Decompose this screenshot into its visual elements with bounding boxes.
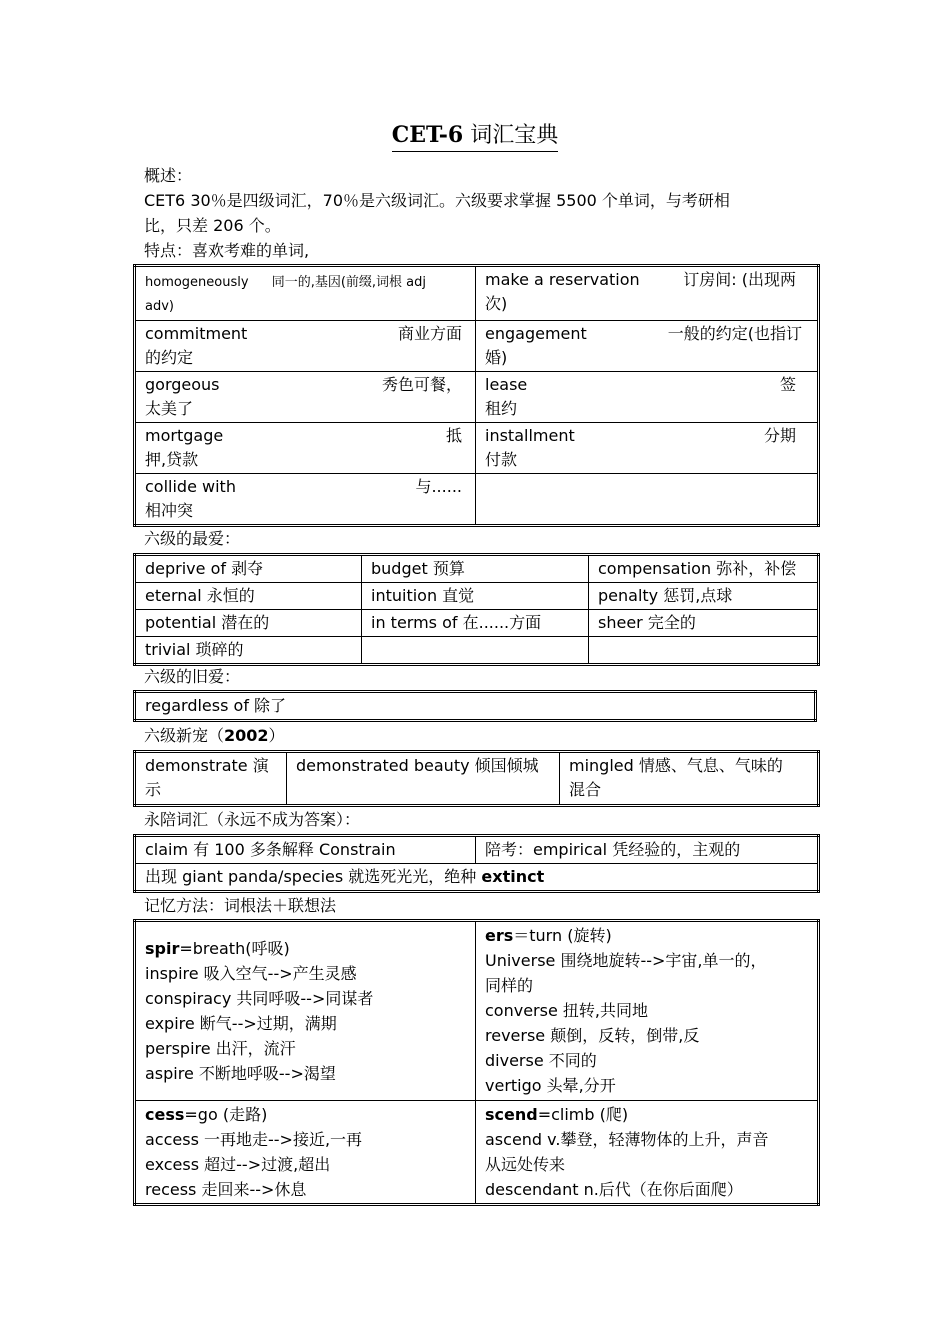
list-item: diverse 不同的 xyxy=(485,1051,597,1070)
table-cell: deprive of 剥夺 xyxy=(135,555,362,583)
table-cell: penalty 惩罚,点球 xyxy=(589,583,819,610)
definition-continued: 租约 xyxy=(485,399,518,418)
list-item: excess 超过-->过渡,超出 xyxy=(145,1155,331,1174)
new-love-label-text: 六级新宠（ xyxy=(144,726,225,745)
definition-continued: 的约定 xyxy=(145,348,194,367)
memory-label: 记忆方法：词根法＋联想法 xyxy=(144,896,337,915)
root-meaning: =climb (爬) xyxy=(537,1105,629,1124)
table-cell xyxy=(135,266,476,321)
root-line xyxy=(485,923,808,948)
table-row xyxy=(135,372,819,423)
list-item: access 一再地走-->接近,一再 xyxy=(145,1130,363,1149)
word: mortgage xyxy=(145,426,224,445)
new-love-table xyxy=(133,750,820,807)
table-cell xyxy=(287,752,560,806)
table-cell xyxy=(135,321,476,372)
table-row xyxy=(135,921,819,1101)
root-word: scend xyxy=(485,1105,538,1124)
definition-continued: 混合 xyxy=(569,780,602,799)
table-cell xyxy=(476,372,819,423)
overview-line-2: 比，只差 206 个。 xyxy=(144,216,281,235)
new-love-label xyxy=(144,724,285,748)
definition: 商业方面 xyxy=(397,324,462,343)
new-love-year: 2002 xyxy=(224,726,269,745)
word: gorgeous xyxy=(145,375,220,394)
table-row xyxy=(135,864,819,892)
table-row xyxy=(135,610,819,637)
word-definition: mingled 情感、气息、气味的 xyxy=(569,756,783,775)
list-item: recess 走回来-->休息 xyxy=(145,1180,307,1199)
table-cell: in terms of 在......方面 xyxy=(362,610,589,637)
definition-continued: 相冲突 xyxy=(145,501,194,520)
definition-continued: 付款 xyxy=(485,450,518,469)
word: homogeneously xyxy=(145,275,249,290)
definition: 同一的,基因(前缀,词根 adj xyxy=(271,275,426,290)
table-row xyxy=(135,692,816,721)
definition: 与...... xyxy=(415,477,462,496)
page-title xyxy=(0,118,950,152)
table-cell: 陪考：empirical 凭经验的，主观的 xyxy=(476,836,819,864)
favorites-table xyxy=(133,553,820,666)
list-item: inspire 吸入空气-->产生灵感 xyxy=(145,964,357,983)
word: commitment xyxy=(145,324,248,343)
favorites-label: 六级的最爱： xyxy=(144,529,241,548)
definition-continued: 太美了 xyxy=(145,399,194,418)
table-cell-empty xyxy=(362,637,589,665)
table-cell: regardless of 除了 xyxy=(135,692,816,721)
root-block-scend xyxy=(476,1101,819,1205)
root-line xyxy=(145,936,466,961)
definition: 一般的约定(也指订 xyxy=(667,324,802,343)
old-love-table xyxy=(133,690,817,722)
root-block-cess xyxy=(135,1101,476,1205)
table-cell: eternal 永恒的 xyxy=(135,583,362,610)
root-word: cess xyxy=(145,1105,185,1124)
definition-continued: 示 xyxy=(145,780,162,799)
list-item: expire 断气-->过期，满期 xyxy=(145,1014,337,1033)
title-text: 词汇宝典 xyxy=(470,123,559,148)
table-row xyxy=(135,583,819,610)
table-row xyxy=(135,423,819,474)
table-row xyxy=(135,266,819,321)
word: installment xyxy=(485,426,575,445)
list-item: converse 扭转,共同地 xyxy=(485,1001,648,1020)
vocab-table-1 xyxy=(133,264,820,527)
list-item: perspire 出汗，流汗 xyxy=(145,1039,296,1058)
word: make a reservation xyxy=(485,270,640,289)
root-word: spir xyxy=(145,939,180,958)
table-cell xyxy=(135,474,476,526)
table-row xyxy=(135,321,819,372)
list-item: aspire 不断地呼吸-->渴望 xyxy=(145,1064,336,1083)
list-item: 从远处传来 xyxy=(485,1155,566,1174)
table-cell-empty xyxy=(589,637,819,665)
table-cell xyxy=(560,752,819,806)
title-bold: CET-6 xyxy=(391,122,464,148)
root-meaning: =go (走路) xyxy=(184,1105,268,1124)
root-block-ers xyxy=(476,921,819,1101)
word: collide with xyxy=(145,477,236,496)
list-item: Universe 围绕地旋转-->宇宙,单一的， xyxy=(485,951,767,970)
table-cell: claim 有 100 多条解释 Constrain xyxy=(135,836,476,864)
definition: 签 xyxy=(779,375,796,394)
root-word: ers xyxy=(485,926,514,945)
feature-label: 特点：喜欢考难的单词, xyxy=(144,241,310,260)
table-cell: potential 潜在的 xyxy=(135,610,362,637)
memory-table xyxy=(133,919,820,1206)
table-cell xyxy=(476,266,819,321)
definition-continued: adv) xyxy=(145,299,174,314)
root-block-spir xyxy=(135,921,476,1101)
definition: 秀色可餐， xyxy=(381,375,462,394)
root-meaning: ＝turn (旋转) xyxy=(513,926,612,945)
old-love-label: 六级的旧爱： xyxy=(144,667,241,686)
definition-continued: 押,贷款 xyxy=(145,450,199,469)
table-cell xyxy=(135,423,476,474)
table-row xyxy=(135,836,819,864)
companion-bold-word: extinct xyxy=(481,867,545,886)
list-item: vertigo 头晕,分开 xyxy=(485,1076,616,1095)
companion-label: 永陪词汇（永远不成为答案）： xyxy=(144,810,361,829)
table-row xyxy=(135,637,819,665)
definition: 订房间: (出现两 xyxy=(683,270,796,289)
word: engagement xyxy=(485,324,587,343)
definition: 抵 xyxy=(445,426,462,445)
overview-label: 概述： xyxy=(144,166,193,185)
word: lease xyxy=(485,375,528,394)
definition-continued: 婚) xyxy=(485,348,508,367)
table-cell xyxy=(135,864,819,892)
list-item: reverse 颠倒，反转，倒带,反 xyxy=(485,1026,700,1045)
companion-table xyxy=(133,834,820,893)
table-cell xyxy=(135,372,476,423)
table-cell-empty xyxy=(476,474,819,526)
new-love-label-end: ） xyxy=(268,726,285,745)
list-item: descendant n.后代（在你后面爬） xyxy=(485,1180,743,1199)
table-row xyxy=(135,752,819,806)
companion-text: 出现 giant panda/species 就选死光光，绝种 xyxy=(145,867,482,886)
table-cell: budget 预算 xyxy=(362,555,589,583)
word-definition: demonstrated beauty 倾国倾城 xyxy=(296,756,539,775)
word-definition: demonstrate 演 xyxy=(145,756,269,775)
overview-line-1: CET6 30％是四级词汇，70％是六级词汇。六级要求掌握 5500 个单词，与考研相 xyxy=(144,191,730,210)
root-meaning: =breath(呼吸) xyxy=(179,939,290,958)
table-cell xyxy=(476,321,819,372)
root-line xyxy=(145,1102,466,1127)
table-cell: sheer 完全的 xyxy=(589,610,819,637)
table-cell xyxy=(135,752,287,806)
list-item: 同样的 xyxy=(485,976,534,995)
table-row xyxy=(135,555,819,583)
definition: 分期 xyxy=(763,426,796,445)
table-row xyxy=(135,1101,819,1205)
table-cell xyxy=(476,423,819,474)
table-row xyxy=(135,474,819,526)
table-cell: compensation 弥补，补偿 xyxy=(589,555,819,583)
root-line xyxy=(485,1102,808,1127)
table-cell: trivial 琐碎的 xyxy=(135,637,362,665)
list-item: conspiracy 共同呼吸-->同谋者 xyxy=(145,989,374,1008)
definition-continued: 次) xyxy=(485,294,508,313)
table-cell: intuition 直觉 xyxy=(362,583,589,610)
list-item: ascend v.攀登，轻薄物体的上升，声音 xyxy=(485,1130,769,1149)
